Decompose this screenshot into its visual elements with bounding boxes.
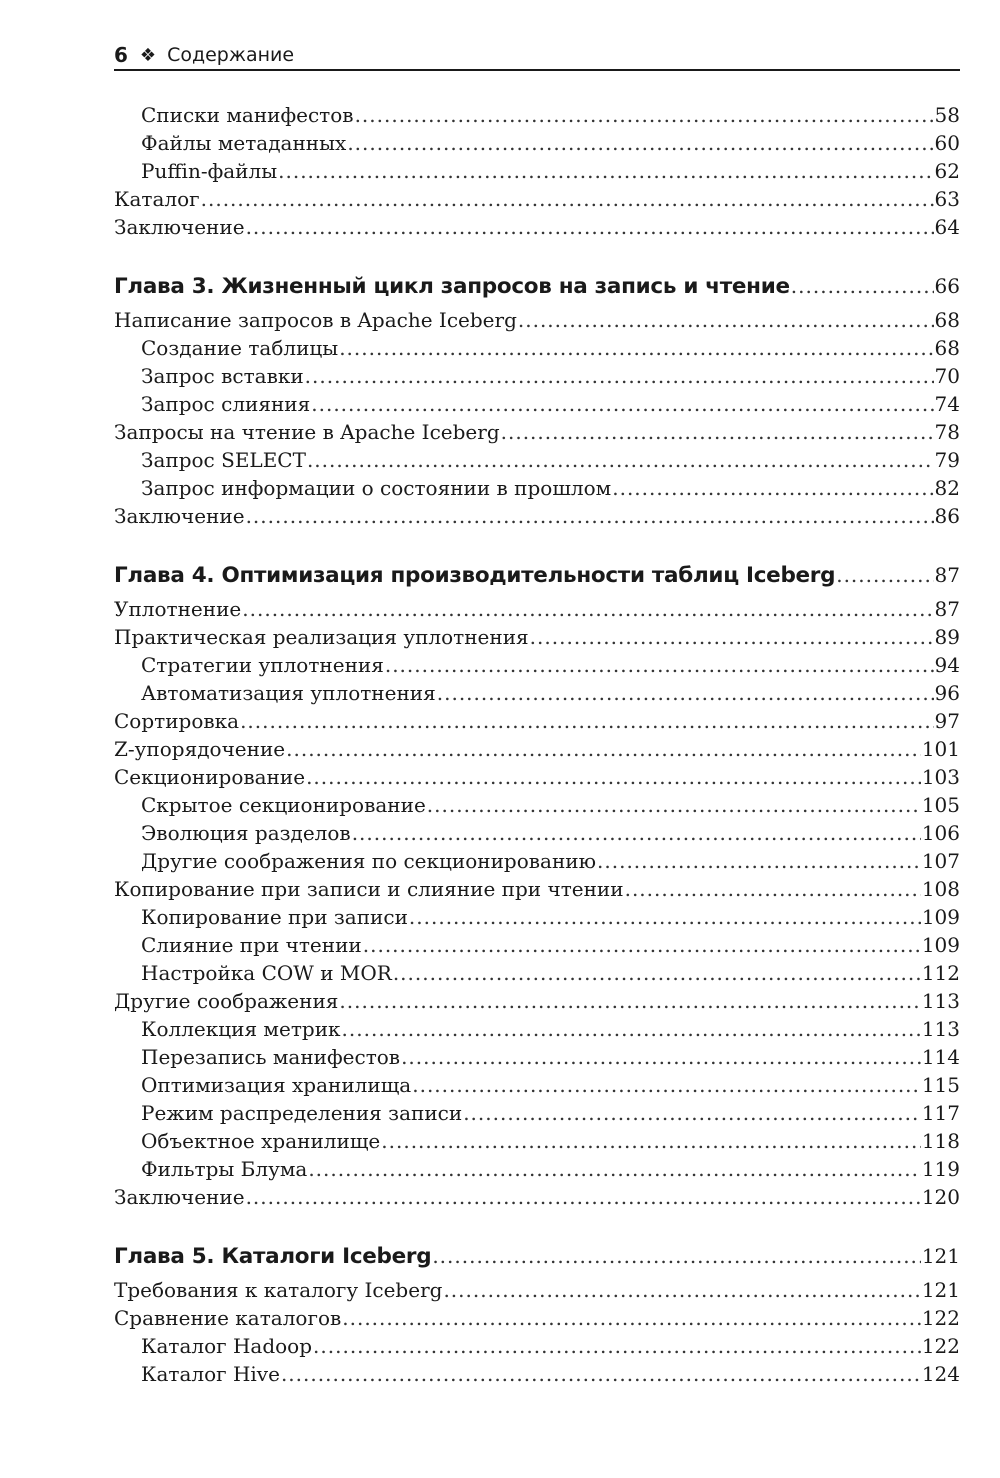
dot-leader — [530, 623, 934, 651]
toc-entry — [114, 847, 960, 875]
toc-entry-title: Файлы метаданных — [141, 131, 347, 155]
dot-leader — [393, 959, 921, 987]
dot-leader — [286, 735, 921, 763]
toc-entry-page: 108 — [921, 877, 960, 901]
dot-leader — [401, 1043, 921, 1071]
dot-leader — [597, 847, 921, 875]
dot-leader — [278, 157, 933, 185]
toc-entry-title: Заключение — [114, 1185, 245, 1209]
toc-entry — [114, 185, 960, 213]
dot-leader — [347, 129, 933, 157]
toc-entry-page: 66 — [934, 274, 960, 298]
toc-entry-title: Эволюция разделов — [141, 821, 351, 845]
toc-entry-title: Уплотнение — [114, 597, 242, 621]
toc-entry — [114, 875, 960, 903]
toc-entry-title: Z-упорядочение — [114, 737, 286, 761]
toc-entry-title: Глава 4. Оптимизация производительности таблиц Iceberg — [114, 563, 836, 588]
toc-entry — [114, 334, 960, 362]
toc-entry — [114, 1099, 960, 1127]
toc-entry-page: 101 — [921, 737, 960, 761]
toc-entry — [114, 157, 960, 185]
toc-entry — [114, 623, 960, 651]
toc-entry — [114, 1360, 960, 1388]
toc-entry-title: Запрос SELECT — [141, 448, 306, 472]
dot-leader — [311, 390, 933, 418]
dot-leader — [437, 679, 934, 707]
toc-entry-page: 68 — [934, 336, 960, 360]
toc-entry-page: 89 — [934, 625, 960, 649]
toc-entry-title: Режим распределения записи — [141, 1101, 463, 1125]
dot-leader — [246, 502, 934, 530]
toc-entry-title: Объектное хранилище — [141, 1129, 381, 1153]
toc-entry-title: Запрос вставки — [141, 364, 304, 388]
toc-entry — [114, 418, 960, 446]
toc-entry-page: 103 — [921, 765, 960, 789]
toc-entry-title: Puffin-файлы — [141, 159, 278, 183]
dot-leader — [363, 931, 921, 959]
toc-entry — [114, 502, 960, 530]
toc-entry-page: 122 — [921, 1334, 960, 1358]
toc-entry-title: Другие соображения — [114, 989, 339, 1013]
dot-leader — [501, 418, 934, 446]
toc-entry-page: 124 — [921, 1362, 960, 1386]
toc-entry — [114, 1127, 960, 1155]
toc-entry — [114, 959, 960, 987]
toc-entry-title: Другие соображения по секционированию — [141, 849, 597, 873]
toc-entry — [114, 903, 960, 931]
toc-entry — [114, 651, 960, 679]
toc-entry-page: 74 — [934, 392, 960, 416]
toc-entry-title: Каталог Hive — [141, 1362, 280, 1386]
toc-entry — [114, 987, 960, 1015]
dot-leader — [240, 707, 933, 735]
dot-leader — [352, 819, 921, 847]
toc-entry-page: 112 — [921, 961, 960, 985]
toc-entry — [114, 595, 960, 623]
toc-entry-title: Сортировка — [114, 709, 240, 733]
toc-entry-page: 120 — [921, 1185, 960, 1209]
dot-leader — [246, 213, 934, 241]
dot-leader — [342, 1015, 921, 1043]
toc-entry-title: Списки манифестов — [141, 103, 354, 127]
dot-leader — [308, 1155, 920, 1183]
toc-entry — [114, 1155, 960, 1183]
toc-entry — [114, 1183, 960, 1211]
toc-entry — [114, 129, 960, 157]
toc-entry — [114, 679, 960, 707]
dot-leader — [443, 1276, 920, 1304]
toc-entry — [114, 1043, 960, 1071]
toc-entry-page: 121 — [921, 1244, 960, 1268]
dot-leader — [242, 595, 933, 623]
toc-entry-title: Копирование при записи и слияние при чтении — [114, 877, 624, 901]
dot-leader — [305, 362, 934, 390]
toc-entry-page: 87 — [934, 563, 960, 587]
dot-leader — [381, 1127, 921, 1155]
toc-entry-title: Автоматизация уплотнения — [141, 681, 436, 705]
toc-entry-page: 82 — [934, 476, 960, 500]
toc-entry-title: Стратегии уплотнения — [141, 653, 384, 677]
toc-entry-page: 122 — [921, 1306, 960, 1330]
toc-entry — [114, 101, 960, 129]
toc-chapter — [114, 1240, 960, 1273]
toc-entry-page: 109 — [921, 933, 960, 957]
toc-entry — [114, 931, 960, 959]
dot-leader — [339, 987, 920, 1015]
dot-leader — [306, 763, 921, 791]
toc-entry-page: 105 — [921, 793, 960, 817]
toc-entry-page: 119 — [921, 1157, 960, 1181]
toc-entry — [114, 474, 960, 502]
toc-entry-page: 107 — [921, 849, 960, 873]
toc-entry-page: 117 — [921, 1101, 960, 1125]
toc-chapter — [114, 270, 960, 303]
toc-entry-page: 121 — [921, 1278, 960, 1302]
dot-leader — [625, 875, 921, 903]
toc-entry — [114, 1071, 960, 1099]
toc-entry-title: Оптимизация хранилища — [141, 1073, 412, 1097]
dot-leader — [342, 1304, 921, 1332]
dot-leader — [201, 185, 934, 213]
toc-entry-title: Заключение — [114, 215, 245, 239]
dot-leader — [412, 1071, 921, 1099]
toc-entry-page: 58 — [934, 103, 960, 127]
toc-entry-title: Перезапись манифестов — [141, 1045, 401, 1069]
toc-entry-page: 97 — [934, 709, 960, 733]
toc-entry — [114, 1276, 960, 1304]
toc-entry — [114, 446, 960, 474]
dot-leader — [463, 1099, 921, 1127]
toc-entry-title: Создание таблицы — [141, 336, 339, 360]
toc-entry-title: Запрос слияния — [141, 392, 311, 416]
toc-entry-title: Практическая реализация уплотнения — [114, 625, 529, 649]
dot-leader — [355, 101, 934, 129]
dot-leader — [836, 559, 933, 592]
toc-entry-page: 109 — [921, 905, 960, 929]
toc-entry — [114, 735, 960, 763]
table-of-contents — [114, 101, 960, 1388]
toc-entry — [114, 791, 960, 819]
toc-entry-title: Заключение — [114, 504, 245, 528]
dot-leader — [281, 1360, 921, 1388]
toc-entry-page: 63 — [934, 187, 960, 211]
toc-entry — [114, 1304, 960, 1332]
dot-leader — [791, 270, 934, 303]
toc-entry-title: Глава 5. Каталоги Iceberg — [114, 1244, 432, 1269]
toc-entry-page: 60 — [934, 131, 960, 155]
toc-entry — [114, 390, 960, 418]
toc-entry-title: Коллекция метрик — [141, 1017, 341, 1041]
toc-entry-page: 113 — [921, 1017, 960, 1041]
toc-entry-page: 62 — [934, 159, 960, 183]
dot-leader — [518, 306, 934, 334]
section-title: Содержание — [167, 44, 295, 66]
dot-leader — [307, 446, 934, 474]
dot-leader — [246, 1183, 921, 1211]
toc-entry — [114, 707, 960, 735]
toc-entry-page: 68 — [934, 308, 960, 332]
toc-entry-page: 64 — [934, 215, 960, 239]
toc-entry — [114, 763, 960, 791]
ornament-icon: ❖ — [139, 44, 157, 66]
toc-entry — [114, 306, 960, 334]
toc-entry-page: 114 — [921, 1045, 960, 1069]
toc-entry-page: 94 — [934, 653, 960, 677]
running-head — [114, 40, 960, 70]
toc-entry — [114, 1015, 960, 1043]
toc-entry-page: 87 — [934, 597, 960, 621]
dot-leader — [612, 474, 933, 502]
dot-leader — [385, 651, 934, 679]
toc-entry — [114, 362, 960, 390]
toc-entry-title: Копирование при записи — [141, 905, 408, 929]
toc-entry-title: Секционирование — [114, 765, 306, 789]
toc-entry-page: 118 — [921, 1129, 960, 1153]
toc-entry-page: 115 — [921, 1073, 960, 1097]
header-rule — [114, 69, 960, 71]
dot-leader — [409, 903, 921, 931]
toc-entry-title: Слияние при чтении — [141, 933, 362, 957]
toc-entry-title: Глава 3. Жизненный цикл запросов на запись и чтение — [114, 274, 790, 299]
dot-leader — [427, 791, 921, 819]
toc-entry-title: Каталог — [114, 187, 200, 211]
toc-entry — [114, 213, 960, 241]
toc-entry-title: Запрос информации о состоянии в прошлом — [141, 476, 612, 500]
toc-entry-page: 96 — [934, 681, 960, 705]
toc-entry-page: 106 — [921, 821, 960, 845]
dot-leader — [313, 1332, 921, 1360]
toc-entry-page: 78 — [934, 420, 960, 444]
toc-entry-page: 86 — [934, 504, 960, 528]
toc-entry-title: Фильтры Блума — [141, 1157, 308, 1181]
toc-entry-title: Настройка COW и MOR — [141, 961, 392, 985]
toc-entry-title: Написание запросов в Apache Iceberg — [114, 308, 517, 332]
toc-entry-page: 113 — [921, 989, 960, 1013]
page-number: 6 — [114, 43, 128, 67]
toc-entry-title: Скрытое секционирование — [141, 793, 426, 817]
toc-entry-title: Сравнение каталогов — [114, 1306, 342, 1330]
dot-leader — [432, 1240, 921, 1273]
toc-entry-page: 70 — [934, 364, 960, 388]
toc-entry-page: 79 — [934, 448, 960, 472]
toc-entry-title: Требования к каталогу Iceberg — [114, 1278, 443, 1302]
toc-entry-title: Каталог Hadoop — [141, 1334, 313, 1358]
toc-entry — [114, 1332, 960, 1360]
dot-leader — [339, 334, 933, 362]
toc-entry — [114, 819, 960, 847]
toc-chapter — [114, 559, 960, 592]
toc-entry-title: Запросы на чтение в Apache Iceberg — [114, 420, 500, 444]
